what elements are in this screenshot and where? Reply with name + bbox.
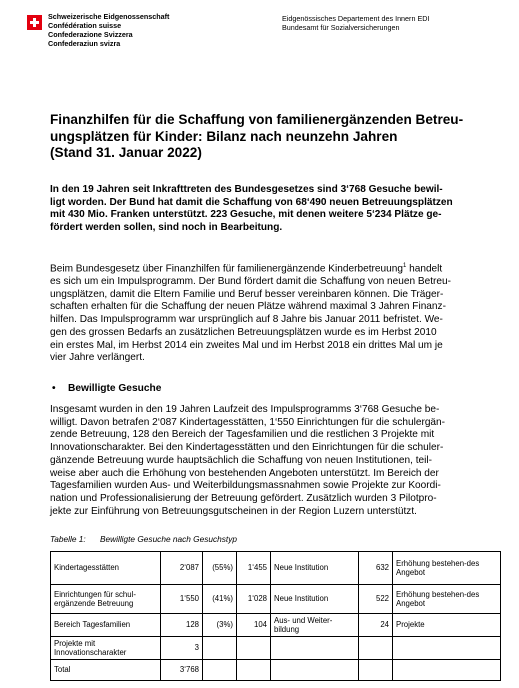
bullet-icon: • — [52, 383, 56, 394]
body-line: ein erstes Mal, im Herbst 2014 ein zweites Mal und im Herbst 2018 ein drittes Mal um je — [50, 339, 443, 351]
cell-empty — [203, 660, 237, 681]
title-line: Finanzhilfen für die Schaffung von familienergänzenden Betreu- — [50, 112, 464, 127]
cell-empty — [203, 637, 237, 660]
body-line: gen des grossen Bedarfs an zusätzlichen Betreuungsplätzen wurde es im Herbst 2010 — [50, 326, 437, 338]
body-line: Innovationscharakter. Bei den Kindertagesstätten und den Einrichtungen für die schuler- — [50, 442, 444, 454]
title-line: ungsplätzen für Kinder: Bilanz nach neunzehn Jahren — [50, 128, 398, 144]
cell-n1: 104 — [237, 614, 271, 637]
body-line: zende Betreuung, 128 den Bereich der Tagesfamilien und die restlichen 3 Projekte mit — [50, 429, 435, 441]
body-line: willigt. Davon betrafen 2‘087 Kindertagesstätten, 1‘550 Einrichtungen für die schulergän- — [50, 416, 446, 428]
cell-n2: 522 — [359, 585, 393, 614]
swiss-cross-logo — [27, 15, 42, 30]
footnote-marker[interactable]: 1 — [402, 263, 407, 269]
requests-table — [50, 551, 501, 681]
conf-line: Confederazione Svizzera — [48, 30, 133, 39]
conf-line: Schweizerische Eidgenossenschaft — [48, 12, 170, 21]
cell-count: 128 — [161, 614, 203, 637]
cell-type: Bereich Tagesfamilien — [51, 614, 161, 637]
body-line: Insgesamt wurden in den 19 Jahren Laufzeit des Impulsprogramms 3‘768 Gesuche be- — [50, 404, 440, 415]
body-line: Beim Bundesgesetz über Finanzhilfen für familienergänzende Kinderbetreuung$^1$ handelt — [50, 263, 443, 275]
body-line: weise aber auch die Erhöhung von bestehenden Angeboten unterstützt. Im Bereich der — [50, 467, 439, 479]
office-name: Bundesamt für Sozialversicherungen — [282, 23, 400, 32]
cell-percent: (55%) — [203, 552, 237, 585]
table-row — [51, 637, 501, 660]
body-line: vier Jahre verlängert. — [50, 352, 145, 364]
lead-paragraph — [50, 184, 500, 235]
cell-empty — [359, 660, 393, 681]
cell-empty — [271, 660, 359, 681]
body-line: gänzende Betreuung wurde hauptsächlich die Schaffung von neuen Institutionen, teil- — [50, 454, 432, 466]
cell-l2: Erhöhung bestehen-des Angebot — [393, 552, 501, 585]
cell-percent: (41%) — [203, 585, 237, 614]
cell-count: 3 — [161, 637, 203, 660]
conf-line: Confédération suisse — [48, 21, 122, 30]
body-line: Tagesfamilien wurden Aus- und Weiterbildungsmassnahmen sowie Projekte zur Koordi- — [50, 480, 441, 492]
body-line: hilfen. Das Impulsprogramm war ursprünglich auf 8 Jahre bis Januar 2011 befristet. We- — [50, 314, 443, 326]
cell-type: Total — [51, 660, 161, 681]
section-heading: Bewilligte Gesuche — [68, 383, 162, 394]
cell-count: 1‘550 — [161, 585, 203, 614]
table-row — [51, 585, 501, 614]
conf-line: Confederaziun svizra — [48, 39, 121, 48]
document-title — [50, 112, 480, 162]
cell-empty — [359, 637, 393, 660]
cell-l1: Neue Institution — [271, 585, 359, 614]
lead-line: fördert werden sollen, sind noch in Bearbeitung. — [50, 222, 283, 234]
body-line: nation und Professionalisierung der Betreuung gefördert. Zusätzlich wurden 3 Pilotpro- — [50, 492, 437, 504]
cell-n2: 632 — [359, 552, 393, 585]
table-row — [51, 552, 501, 585]
caption-text: Bewilligte Gesuche nach Gesuchstyp — [100, 534, 237, 544]
table-row — [51, 614, 501, 637]
table-row — [51, 660, 501, 681]
cell-n1: 1‘455 — [237, 552, 271, 585]
cell-type: Kindertagesstätten — [51, 552, 161, 585]
caption-label: Tabelle 1: — [50, 534, 86, 544]
cell-type: Projekte mit Innovationscharakter — [51, 637, 161, 660]
cell-type: Einrichtungen für schul-ergänzende Betreuung — [51, 585, 161, 614]
department-name: Eidgenössisches Departement des Innern EDI — [282, 14, 430, 23]
body-line: es sich um ein Impulsprogramm. Der Bund fördert damit die Schaffung von neuen Betreu- — [50, 276, 451, 288]
cell-n1: 1‘028 — [237, 585, 271, 614]
body-line: schaften erhalten für die Schaffung der neuen Plätze während maximal 3 Jahren Finanz- — [50, 301, 446, 313]
table-caption — [50, 534, 237, 544]
cell-l1: Neue Institution — [271, 552, 359, 585]
cell-l2: Erhöhung bestehen-des Angebot — [393, 585, 501, 614]
cell-n2: 24 — [359, 614, 393, 637]
intro-paragraph — [50, 260, 500, 365]
body-line: ungsplätzen, damit die Eltern Familie und Beruf besser vereinbaren können. Die Träger- — [50, 288, 444, 300]
requests-paragraph — [50, 404, 500, 518]
cell-empty — [237, 660, 271, 681]
cell-l2: Projekte — [393, 614, 501, 637]
department-block — [282, 14, 429, 32]
confederation-name — [48, 12, 169, 48]
cell-count: 3‘768 — [161, 660, 203, 681]
lead-line: In den 19 Jahren seit Inkrafttreten des Bundesgesetzes sind 3‘768 Gesuche bewil- — [50, 184, 443, 195]
cell-count: 2‘087 — [161, 552, 203, 585]
cell-l1: Aus- und Weiter-bildung — [271, 614, 359, 637]
cell-empty — [271, 637, 359, 660]
title-line: (Stand 31. Januar 2022) — [50, 145, 202, 160]
lead-line: ligt worden. Der Bund hat damit die Schaffung von 68‘490 neuen Betreuungsplätzen — [50, 196, 453, 208]
lead-line: mit 430 Mio. Franken unterstützt. 223 Gesuche, mit denen weitere 5‘234 Plätze ge- — [50, 209, 442, 221]
cell-empty — [393, 637, 501, 660]
cell-empty — [237, 637, 271, 660]
cell-empty — [393, 660, 501, 681]
body-line: jekte zur Einführung von Betreuungsgutscheinen in der Region Luzern unterstützt. — [50, 505, 417, 517]
cell-percent: (3%) — [203, 614, 237, 637]
